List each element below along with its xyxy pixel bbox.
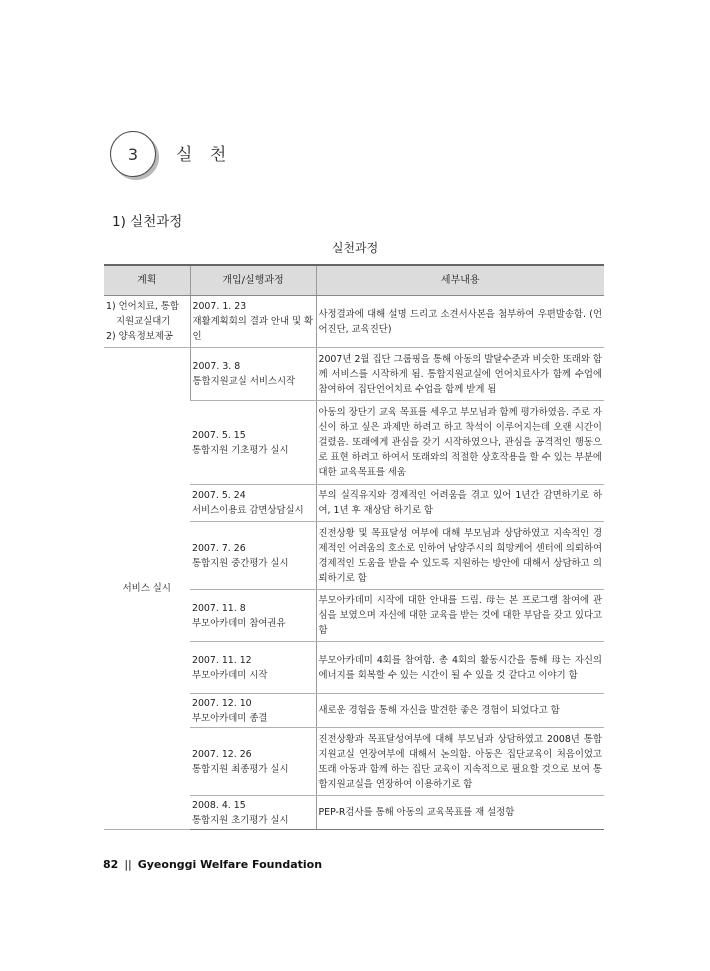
step-date: 2007. 5. 15: [192, 429, 246, 441]
detail-cell: 부의 실직유지와 경제적인 어려움을 겪고 있어 1년간 감면하기로 하여, 1년 후 재상담 하기로 함: [316, 485, 604, 522]
page-footer: [103, 858, 322, 871]
section-number: 3: [127, 144, 139, 164]
step-name: 부모아카데미 시작: [192, 669, 268, 681]
detail-cell: 진전상황과 목표달성여부에 대해 부모님과 상담하였고 2008년 통합지원교실 연장여부에 대해서 논의함. 아동은 집단교육이 처음이었고 또래 아동과 함께 하는 집단 교육이 지속적으로 필요할 것으로 보여 통합지원교실을 연장하여 이용하기로 함: [316, 728, 604, 796]
detail-cell: 부모아카데미 4회를 참여함. 총 4회의 활동시간을 통해 母는 자신의 에너지를 회복할 수 있는 시간이 될 수 있을 것 같다고 이야기 함: [316, 642, 604, 694]
header-step: 개입/실행과정: [190, 265, 316, 296]
step-cell: [190, 728, 316, 796]
step-date: 2007. 1. 23: [192, 301, 247, 312]
step-name: 통합지원 기초평가 실시: [192, 444, 289, 456]
table-caption: 실천과정: [331, 241, 379, 255]
step-cell: [190, 642, 316, 694]
detail-cell: 사정결과에 대해 설명 드리고 소견서사본을 첨부하여 우편발송함. (언어진단, 교육진단): [316, 296, 604, 348]
step-cell: [190, 485, 316, 522]
page-number: 82: [103, 858, 119, 871]
step-name: 통합지원 중간평가 실시: [192, 557, 289, 569]
step-name: 부모아카데미 참여권유: [192, 617, 286, 629]
detail-cell: 아동의 장단기 교육 목표를 세우고 부모님과 함께 평가하였음. 주로 자신이 하고 싶은 과제만 하려고 하고 착석이 이루어지는데 오랜 시간이 걸렸음. 또래에게 관심을 갖기 시작하였으나, 관심을 공격적인 행동으로 표현 하려고 하여서 또래와의 적절한 상호작용을 할 수 있는 부분에 대한 교육목표를 세움: [316, 401, 604, 485]
plan-line: 지원교실대기: [116, 316, 171, 327]
step-date: 2007. 5. 24: [192, 490, 246, 501]
plan-cell-1: [104, 296, 190, 348]
step-cell: [190, 694, 316, 728]
step-cell: [190, 401, 316, 485]
step-date: 2007. 7. 26: [192, 542, 246, 554]
step-name: 서비스이용료 감면상담실시: [192, 505, 304, 516]
practice-process-table: [104, 264, 604, 830]
step-date: 2008. 4. 15: [192, 799, 246, 811]
step-cell: [190, 348, 316, 401]
step-name: 통합지원 최종평가 실시: [192, 763, 289, 775]
step-date: 2007. 12. 26: [192, 748, 252, 760]
step-name: 통합지원교실 서비스시작: [192, 376, 296, 387]
section-title: 실 천: [176, 145, 233, 165]
step-date: 2007. 11. 8: [192, 602, 246, 614]
table-row: [104, 296, 604, 348]
detail-cell: 진전상황 및 목표달성 여부에 대해 부모님과 상담하였고 지속적인 경제적인 어려움의 호소로 인하여 남양주시의 희망케어 센터에 의뢰하여 경제적인 도움을 받을 수 있도록 지원하는 방안에 대해서 상담하고 의뢰하기로 함: [316, 522, 604, 590]
subsection-title: 1) 실천과정: [112, 214, 183, 230]
detail-cell: PEP-R검사를 통해 아동의 교육목표를 재 설정함: [316, 796, 604, 830]
step-cell: [190, 796, 316, 830]
plan-line: 2) 양육정보제공: [106, 331, 173, 342]
step-name: 통합지원 초기평가 실시: [192, 814, 289, 826]
header-plan: 계획: [104, 265, 190, 296]
footer-organization: Gyeonggi Welfare Foundation: [137, 858, 323, 871]
step-date: 2007. 12. 10: [192, 697, 252, 709]
step-name: 부모아카데미 종결: [192, 712, 268, 724]
header-detail: 세부내용: [316, 265, 604, 296]
step-cell: [190, 522, 316, 590]
step-cell: [190, 590, 316, 642]
step-name: 재활계획회의 결과 안내 및 확인: [192, 316, 314, 342]
plan-cell-2: 서비스 실시: [104, 348, 190, 830]
plan-line: 1) 언어치료, 통합: [106, 301, 179, 312]
detail-cell: 부모아카데미 시작에 대한 안내를 드림. 母는 본 프로그램 참여에 관심을 보였으며 자신에 대한 교육을 받는 것에 대한 부담을 갖고 있다고 함: [316, 590, 604, 642]
table-row: [104, 348, 604, 401]
detail-cell: 2007년 2월 집단 그룹핑을 통해 아동의 발달수준과 비슷한 또래와 함께 서비스를 시작하게 됨. 통합지원교실에 언어치료사가 함께 수업에 참여하여 집단언어치료 수업을 함께 받게 됨: [316, 348, 604, 401]
section-number-badge: [110, 131, 156, 177]
section-header: [110, 131, 410, 175]
footer-separator: ||: [124, 858, 132, 871]
step-date: 2007. 11. 12: [192, 654, 252, 666]
detail-cell: 새로운 경험을 통해 자신을 발견한 좋은 경험이 되었다고 함: [316, 694, 604, 728]
step-date: 2007. 3. 8: [192, 361, 241, 372]
step-cell: [190, 296, 316, 348]
table-header-row: [104, 265, 604, 296]
